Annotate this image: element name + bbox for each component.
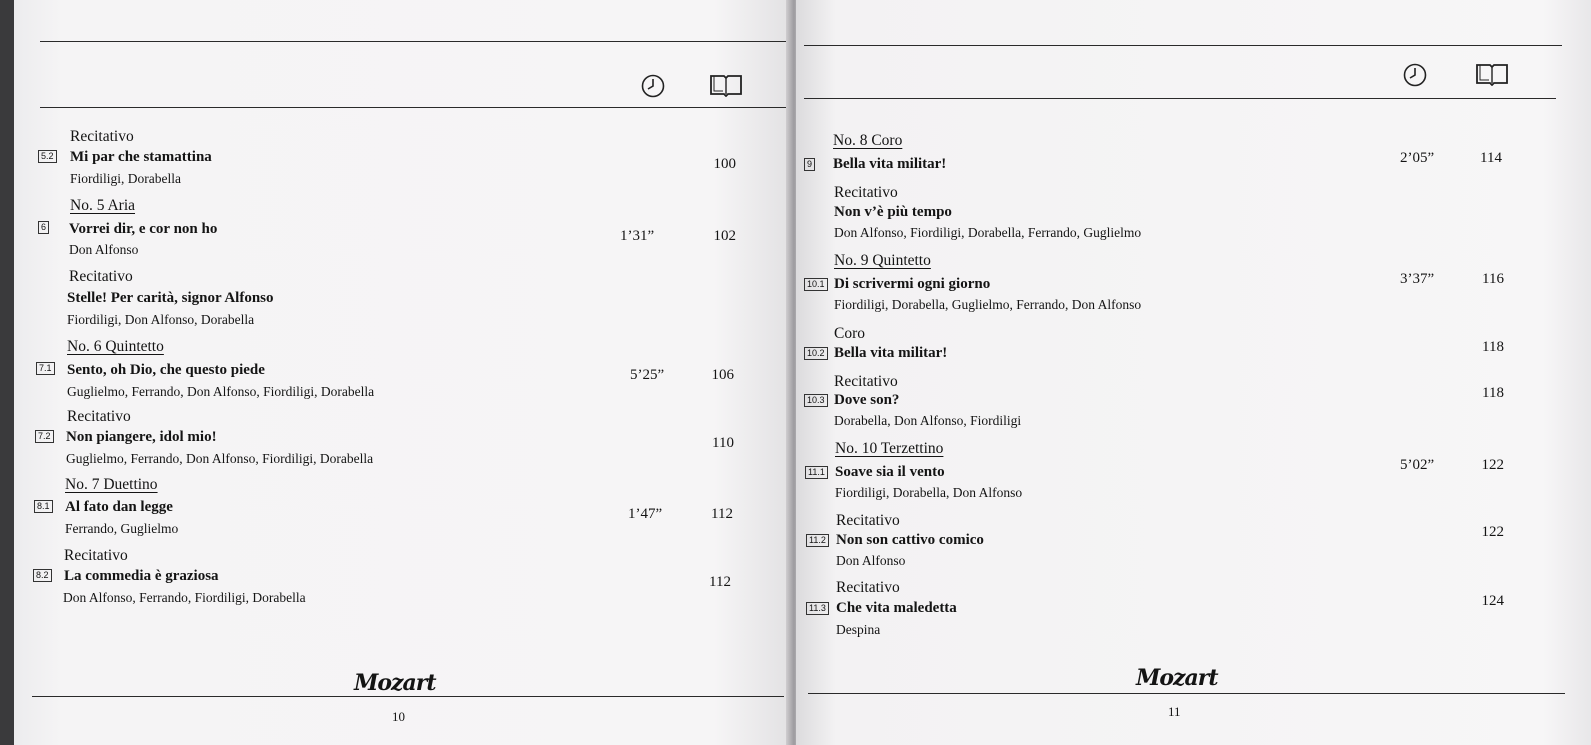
page-number: 106 xyxy=(711,367,734,383)
book-icon xyxy=(709,73,743,97)
page-number: 122 xyxy=(1481,524,1504,540)
book-icon xyxy=(1475,62,1509,86)
entry-title: Al fato dan legge xyxy=(65,499,173,515)
entry-title: Soave sia il vento xyxy=(835,464,945,480)
top-rule xyxy=(804,45,1562,46)
header-rule xyxy=(804,98,1556,99)
track-number: 10.2 xyxy=(804,347,828,360)
section-heading: No. 5 Aria xyxy=(70,197,136,214)
entry-subtitle: Recitativo xyxy=(69,268,133,285)
clock-icon xyxy=(640,73,666,99)
entry-title: Di scrivermi ogni giorno xyxy=(834,276,991,292)
entry-singers: Despina xyxy=(836,622,881,637)
page-number: 110 xyxy=(712,435,734,451)
page-number: 100 xyxy=(713,156,736,172)
entry-subtitle: Recitativo xyxy=(834,373,898,390)
clock-icon xyxy=(1402,62,1428,88)
entry-singers: Fiordiligi, Dorabella, Guglielmo, Ferrando, Don Alfonso xyxy=(834,297,1142,312)
entry-title: Non son cattivo comico xyxy=(836,532,984,548)
track-number: 6 xyxy=(38,221,49,234)
folio-number: 10 xyxy=(392,709,405,724)
page-number: 112 xyxy=(711,506,733,522)
entry-singers: Guglielmo, Ferrando, Don Alfonso, Fiordiligi, Dorabella xyxy=(67,384,375,399)
folio-number: 11 xyxy=(1168,704,1181,719)
entry-subtitle: Recitativo xyxy=(67,408,131,425)
entry-title: Non piangere, idol mio! xyxy=(66,429,217,445)
entry-title: Stelle! Per carità, signor Alfonso xyxy=(67,290,274,306)
right-page xyxy=(796,0,1591,745)
track-number: 10.3 xyxy=(804,394,828,407)
entry-title: Bella vita militar! xyxy=(834,345,948,361)
footer-rule xyxy=(808,693,1565,694)
duration: 5’02” xyxy=(1400,457,1435,473)
track-number: 7.2 xyxy=(35,430,54,443)
entry-title: Bella vita militar! xyxy=(833,156,947,172)
section-heading: No. 7 Duettino xyxy=(65,476,158,493)
entry-title: Che vita maledetta xyxy=(836,600,957,616)
duration: 5’25” xyxy=(630,367,665,383)
page-number: 102 xyxy=(713,228,736,244)
track-number: 10.1 xyxy=(804,278,828,291)
page-number: 116 xyxy=(1482,271,1504,287)
page-number: 114 xyxy=(1480,150,1502,166)
duration: 3’37” xyxy=(1400,271,1435,287)
page-number: 118 xyxy=(1482,385,1504,401)
entry-title: La commedia è graziosa xyxy=(64,568,219,584)
track-number: 7.1 xyxy=(36,362,55,375)
mozart-signature: Mozart xyxy=(354,670,436,696)
page-number: 118 xyxy=(1482,339,1504,355)
entry-singers: Ferrando, Guglielmo xyxy=(65,521,179,536)
entry-subtitle: Recitativo xyxy=(834,184,898,201)
entry-subtitle: Recitativo xyxy=(70,128,134,145)
entry-singers: Fiordiligi, Dorabella xyxy=(70,171,181,186)
duration: 2’05” xyxy=(1400,150,1435,166)
track-number: 8.1 xyxy=(34,500,53,513)
duration: 1’47” xyxy=(628,506,663,522)
page-number: 124 xyxy=(1481,593,1504,609)
track-number: 9 xyxy=(804,158,815,171)
track-number: 8.2 xyxy=(33,569,52,582)
footer-rule xyxy=(32,696,784,697)
track-number: 11.1 xyxy=(805,466,828,479)
entry-singers: Guglielmo, Ferrando, Don Alfonso, Fiordiligi, Dorabella xyxy=(66,451,374,466)
entry-singers: Don Alfonso, Fiordiligi, Dorabella, Ferrando, Guglielmo xyxy=(834,225,1142,240)
entry-singers: Dorabella, Don Alfonso, Fiordiligi xyxy=(834,413,1022,428)
entry-subtitle: Recitativo xyxy=(836,579,900,596)
section-heading: No. 8 Coro xyxy=(833,132,903,149)
entry-subtitle: Recitativo xyxy=(64,547,128,564)
left-page xyxy=(14,0,792,745)
entry-title: Dove son? xyxy=(834,392,900,408)
entry-singers: Don Alfonso xyxy=(69,242,139,257)
top-rule xyxy=(40,41,792,42)
entry-title: Vorrei dir, e cor non ho xyxy=(69,221,218,237)
duration: 1’31” xyxy=(620,228,655,244)
track-number: 5.2 xyxy=(38,150,57,163)
entry-title: Non v’è più tempo xyxy=(834,204,952,220)
entry-title: Sento, oh Dio, che questo piede xyxy=(67,362,265,378)
section-heading: No. 9 Quintetto xyxy=(834,252,931,269)
mozart-signature: Mozart xyxy=(1136,665,1218,691)
section-heading: No. 6 Quintetto xyxy=(67,338,164,355)
entry-singers: Fiordiligi, Dorabella, Don Alfonso xyxy=(835,485,1023,500)
entry-singers: Fiordiligi, Don Alfonso, Dorabella xyxy=(67,312,255,327)
page-number: 112 xyxy=(709,574,731,590)
entry-singers: Don Alfonso, Ferrando, Fiordiligi, Dorabella xyxy=(63,590,306,605)
entry-subtitle: Recitativo xyxy=(836,512,900,529)
track-number: 11.2 xyxy=(806,534,829,547)
section-heading: No. 10 Terzettino xyxy=(835,440,944,457)
entry-subtitle: Coro xyxy=(834,325,865,342)
track-number: 11.3 xyxy=(806,602,829,615)
header-rule xyxy=(40,107,792,108)
entry-title: Mi par che stamattina xyxy=(70,149,212,165)
entry-singers: Don Alfonso xyxy=(836,553,906,568)
page-number: 122 xyxy=(1481,457,1504,473)
